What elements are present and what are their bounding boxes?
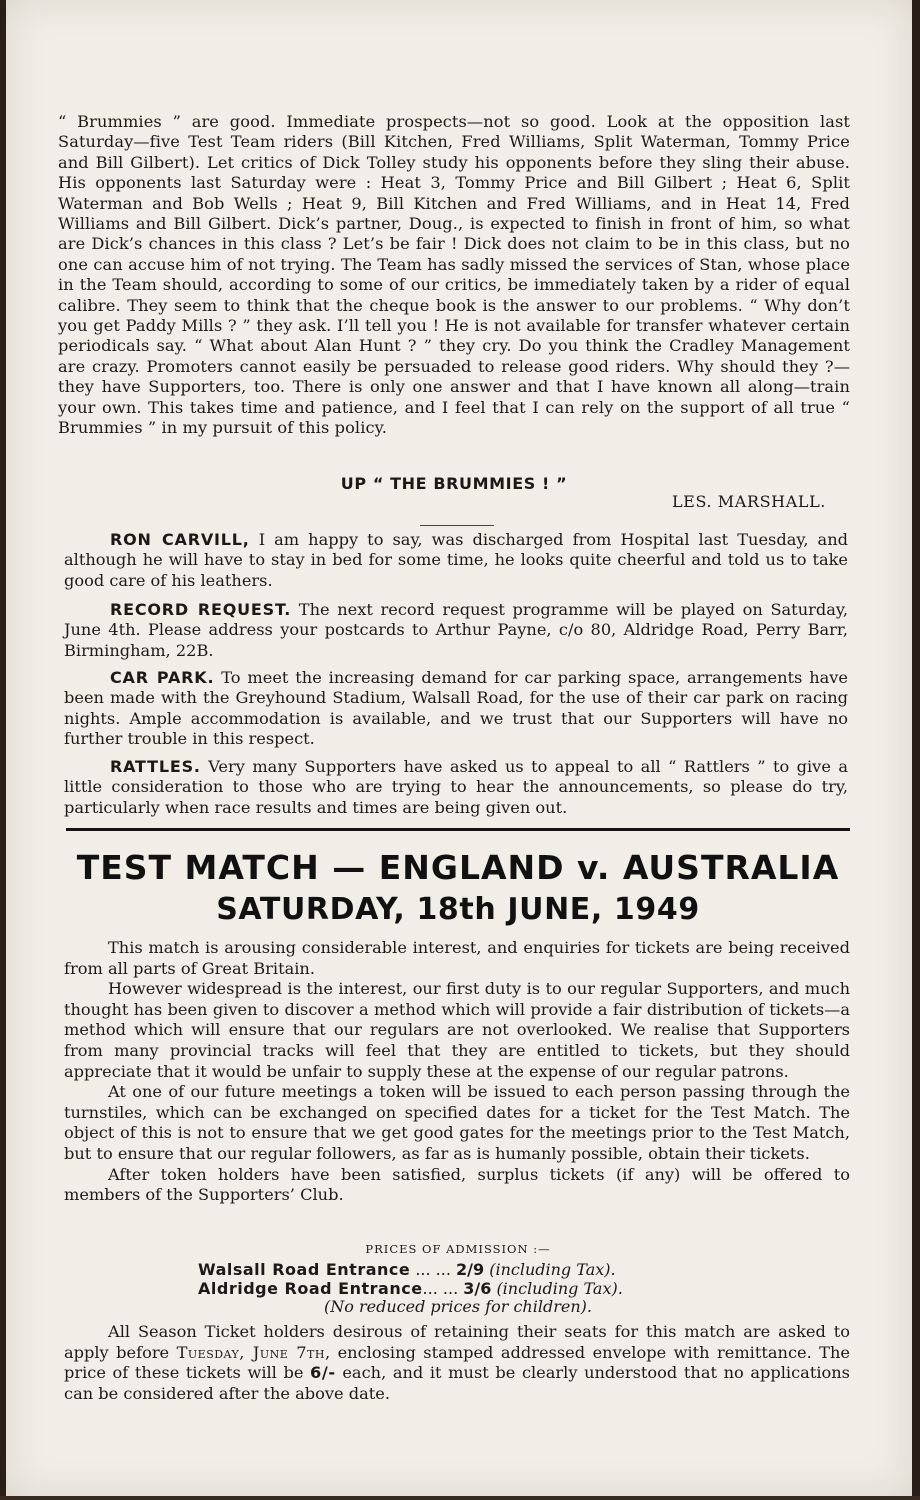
price-place: Walsall Road Entrance xyxy=(198,1260,411,1279)
price-dots: ... ... xyxy=(422,1279,464,1298)
test-match-paragraph: However widespread is the interest, our first duty is to our regular Supporters, and much thought has been given to discover a method which will provide a fair distribution of tickets—a method which will ensure that our regulars are not overlooked. We realise that Supporters from many provincial tracks will feel that they are entitled to tickets, but they should appreciate that it would be unfair to supply these at the expense of our regular patrons. xyxy=(64,979,850,1081)
no-reduced-prices-note: (No reduced prices for children). xyxy=(324,1297,592,1316)
season-price: 6/- xyxy=(310,1363,336,1383)
notice-text: To meet the increasing demand for car parking space, arrangements have been made with the Greyhound Stadium, Walsall Road, for the use of their car park on racing nights. Ample accommodation is available, and we trust that our Supporters will have no further trouble in this respect. xyxy=(64,668,848,749)
notice-car-park xyxy=(64,668,848,750)
notice-text: I am happy to say, was discharged from Hospital last Tuesday, and although he will have to stay in bed for some time, he looks quite cheerful and told us to take good care of his leathers. xyxy=(64,530,848,590)
notice-lead: RON CARVILL, xyxy=(110,530,250,549)
season-date: Tuesday, June 7th xyxy=(176,1342,325,1362)
prices-heading: PRICES OF ADMISSION :— xyxy=(365,1242,551,1256)
signature: LES. MARSHALL. xyxy=(671,492,826,511)
price-amount: 2/9 xyxy=(456,1260,485,1279)
season-text: , enclosing stamped addressed envelope with remittance. The price of these tickets will be xyxy=(64,1342,850,1383)
price-row xyxy=(198,1279,623,1298)
page-edge xyxy=(0,1496,920,1500)
test-match-paragraph: This match is arousing considerable interest, and enquiries for tickets are being received from all parts of Great Britain. xyxy=(64,938,850,978)
price-place: Aldridge Road Entrance xyxy=(198,1279,423,1298)
test-match-date-headline: SATURDAY, 18th JUNE, 1949 xyxy=(216,892,700,927)
price-note: (including Tax). xyxy=(496,1279,623,1298)
programme-page xyxy=(6,0,912,1496)
notice-record-request xyxy=(64,600,848,661)
notice-lead: RECORD REQUEST. xyxy=(110,600,292,619)
price-note: (including Tax). xyxy=(489,1260,616,1279)
notice-ron-carvill xyxy=(64,530,848,591)
test-match-paragraph: At one of our future meetings a token will be issued to each person passing through the turnstiles, which can be exchanged on specified dates for a ticket for the Test Match. The object of this is not to ensure that we get good gates for the meetings prior to the Test Match, but to ensure that our regular followers, as far as is humanly possible, obtain their tickets. xyxy=(64,1082,850,1163)
notice-text: Very many Supporters have asked us to appeal to all “ Rattlers ” to give a little consideration to those who are trying to hear the announcements, so please do try, particularly when race results and times are being given out. xyxy=(64,757,848,817)
price-row xyxy=(198,1260,616,1279)
notice-lead: RATTLES. xyxy=(110,757,201,776)
notice-lead: CAR PARK. xyxy=(110,668,215,687)
divider-thick xyxy=(66,828,850,831)
price-amount: 3/6 xyxy=(463,1279,492,1298)
price-dots: ... ... xyxy=(410,1260,457,1279)
season-text: each, and it must be clearly understood that no applications can be considered after the above date. xyxy=(64,1363,850,1403)
test-match-headline: TEST MATCH — ENGLAND v. AUSTRALIA xyxy=(76,848,840,887)
intro-paragraph: “ Brummies ” are good. Immediate prospects—not so good. Look at the opposition last Saturday—five Test Team riders (Bill Kitchen, Fred Williams, Split Waterman, Tommy Price and Bill Gilbert). Let critics of Dick Tolley study his opponents before they sling their abuse. His opponents last Saturday were : Heat 3, Tommy Price and Bill Gilbert ; Heat 6, Split Waterman and Bob Wells ; Heat 9, Bill Kitchen and Fred Williams, and in Heat 14, Fred Williams and Bill Gilbert. Dick’s partner, Doug., is expected to finish in front of him, so what are Dick’s chances in this class ? Let’s be fair ! Dick does not claim to be in this class, but no one can accuse him of not trying. The Team has sadly missed the services of Stan, whose place in the Team should, according to some of our critics, be immediately taken by a rider of equal calibre. They seem to think that the cheque book is the answer to our problems. “ Why don’t you get Paddy Mills ? ” they ask. I’ll tell you ! He is not available for transfer whatever certain periodicals say. “ What about Alan Hunt ? ” they cry. Do you think the Cradley Management are crazy. Promoters cannot easily be persuaded to release good riders. Why should they ?—they have Supporters, too. There is only one answer and that I have known all along—train your own. This takes time and patience, and I feel that I can rely on the support of all true “ Brummies ” in my pursuit of this policy. xyxy=(58,112,850,438)
test-match-paragraph: After token holders have been satisfied, surplus tickets (if any) will be offered to members of the Supporters’ Club. xyxy=(64,1164,850,1205)
notice-text: The next record request programme will be played on Saturday, June 4th. Please address your postcards to Arthur Payne, c/o 80, Aldridge Road, Perry Barr, Birmingham, 22B. xyxy=(64,600,849,660)
season-ticket-paragraph xyxy=(64,1322,850,1404)
notice-rattles xyxy=(64,757,848,818)
test-match-body xyxy=(64,938,850,1206)
season-text: All Season Ticket holders desirous of retaining their seats for this match are asked to apply before xyxy=(64,1322,850,1362)
divider-short xyxy=(420,525,494,526)
slogan: UP “ THE BRUMMIES ! ” xyxy=(340,474,568,493)
